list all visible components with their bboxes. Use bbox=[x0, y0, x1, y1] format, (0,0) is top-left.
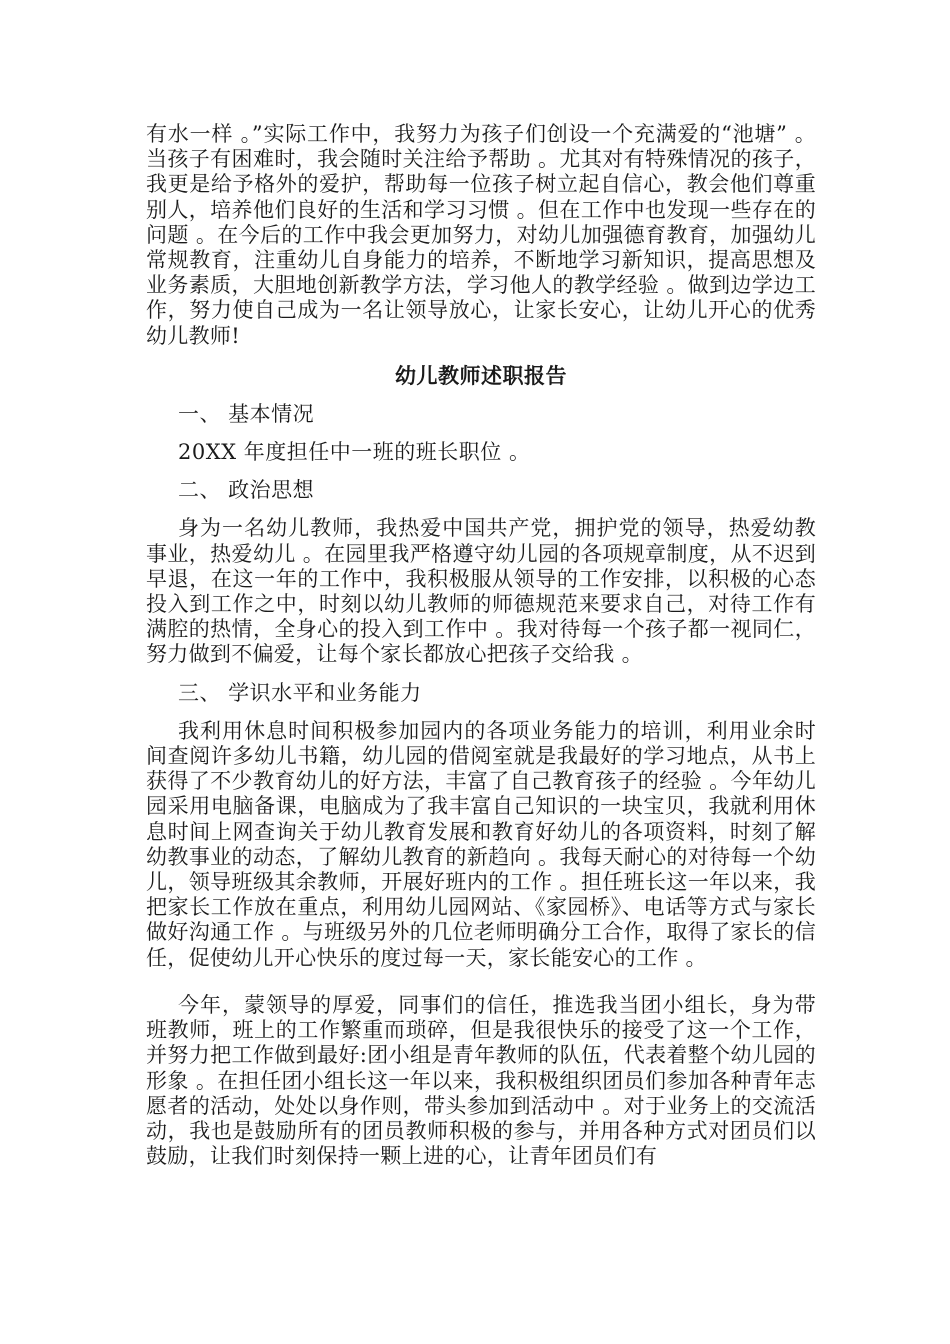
document-body bbox=[146, 122, 816, 1169]
section-heading-knowledge-ability: 三、 学识水平和业务能力 bbox=[178, 680, 422, 705]
report-title: 幼儿教师述职报告 bbox=[395, 363, 567, 388]
section-knowledge-ability-paragraph: 我利用休息时间积极参加园内的各项业务能力的培训，利用业余时间查阅许多幼儿书籍，幼儿园的借阅室就是我最好的学习地点，从书上获得了不少教育幼儿的好方法，丰富了自己教育孩子的经验 。今年幼儿园采用电脑备课，电脑成为了我丰富自己知识的一块宝贝，我就利用休息时间上网查询关于幼儿教育发展和教育好幼儿的各项资料，时刻了解幼教事业的动态，了解幼儿教育的新趋向 。我每天耐心的对待每一个幼儿，领导班级其余教师，开展好班内的工作 。担任班长这一年以来，我把家长工作放在重点，利用幼儿园网站、《家园桥》、电话等方式与家长做好沟通工作 。与班级另外的几位老师明确分工合作，取得了家长的信任，促使幼儿开心快乐的度过每一天，家长能安心的工作 。 bbox=[146, 718, 816, 970]
section-heading-political-thought: 二、 政治思想 bbox=[178, 478, 315, 503]
continuation-paragraph: 有水一样 。”实际工作中，我努力为孩子们创设一个充满爱的“池塘” 。当孩子有困难时，我会随时关注给予帮助 。尤其对有特殊情况的孩子，我更是给予格外的爱护，帮助每一位孩子树立起自信心，教会他们尊重别人，培养他们良好的生活和学习习惯 。但在工作中也发现一些存在的问题 。在今后的工作中我会更加努力，对幼儿加强德育教育，加强幼儿常规教育，注重幼儿自身能力的培养，不断地学习新知识，提高思想及业务素质，大胆地创新教学方法，学习他人的教学经验 。做到边学边工作，努力使自己成为一名让领导放心，让家长安心，让幼儿开心的优秀幼儿教师! bbox=[146, 122, 816, 348]
section-team-leader-paragraph: 今年，蒙领导的厚爱，同事们的信任，推选我当团小组长，身为带班教师，班上的工作繁重而琐碎，但是我很快乐的接受了这一个工作，并努力把工作做到最好:团小组是青年教师的队伍，代表着整个幼儿园的形象 。在担任团小组长这一年以来，我积极组织团员们参加各种青年志愿者的活动，处处以身作则，带头参加到活动中 。对于业务上的交流活动，我也是鼓励所有的团员教师积极的参与，并用各种方式对团员们以鼓励，让我们时刻保持一颗上进的心，让青年团员们有 bbox=[146, 992, 816, 1169]
section-basic-info-text: 20XX 年度担任中一班的班长职位 。 bbox=[178, 440, 531, 465]
section-political-thought-paragraph: 身为一名幼儿教师，我热爱中国共产党，拥护党的领导，热爱幼教事业，热爱幼儿 。在园里我严格遵守幼儿园的各项规章制度，从不迟到早退，在这一年的工作中，我积极服从领导的工作安排，以积极的心态投入到工作之中，时刻以幼儿教师的师德规范来要求自己，对待工作有满腔的热情，全身心的投入到工作中 。我对待每一个孩子都一视同仁，努力做到不偏爱，让每个家长都放心把孩子交给我 。 bbox=[146, 516, 816, 667]
section-heading-basic-info: 一、 基本情况 bbox=[178, 401, 315, 426]
